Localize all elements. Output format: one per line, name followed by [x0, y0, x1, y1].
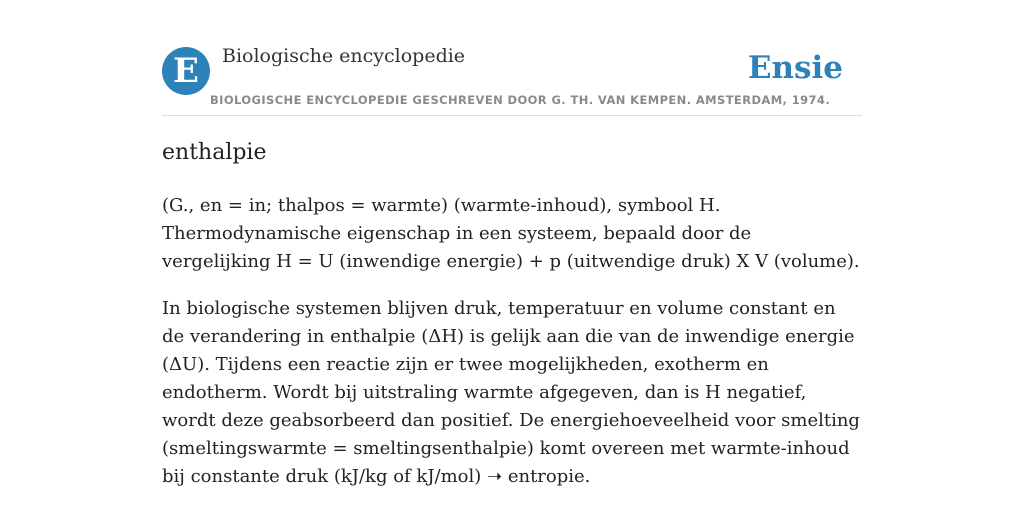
header-divider [162, 115, 862, 116]
entry-title: enthalpie [162, 140, 267, 165]
entry-paragraph-2: In biologische systemen blijven druk, temperatuur en volume constant en de verandering in enthalpie (ΔH) is gelijk aan die van de inwendige energie (ΔU). Tijdens een reactie zijn er twee mogelijkheden, exotherm en endotherm. Wordt bij uitstraling warmte afgegeven, dan is H negatief, wordt deze geabsorbeerd dan positief. De energiehoeveelheid voor smelting (smeltingswarmte = smeltingsenthalpie) komt overeen met warmte-inhoud bij constante druk (kJ/kg of kJ/mol) ➝ entropie. [162, 298, 860, 487]
source-subtitle: BIOLOGISCHE ENCYCLOPEDIE GESCHREVEN DOOR G. TH. VAN KEMPEN. AMSTERDAM, 1974. [210, 93, 831, 107]
source-title[interactable]: Biologische encyclopedie [222, 45, 466, 67]
source-logo[interactable]: E [162, 47, 210, 95]
entry-paragraph-1: (G., en = in; thalpos = warmte) (warmte-inhoud), symbool H. Thermodynamische eigenschap in een systeem, bepaald door de vergelijking H = U (inwendige energie) + p (uitwendige druk) X V (volume). [162, 195, 860, 272]
brand-logo[interactable]: Ensie [747, 50, 843, 86]
